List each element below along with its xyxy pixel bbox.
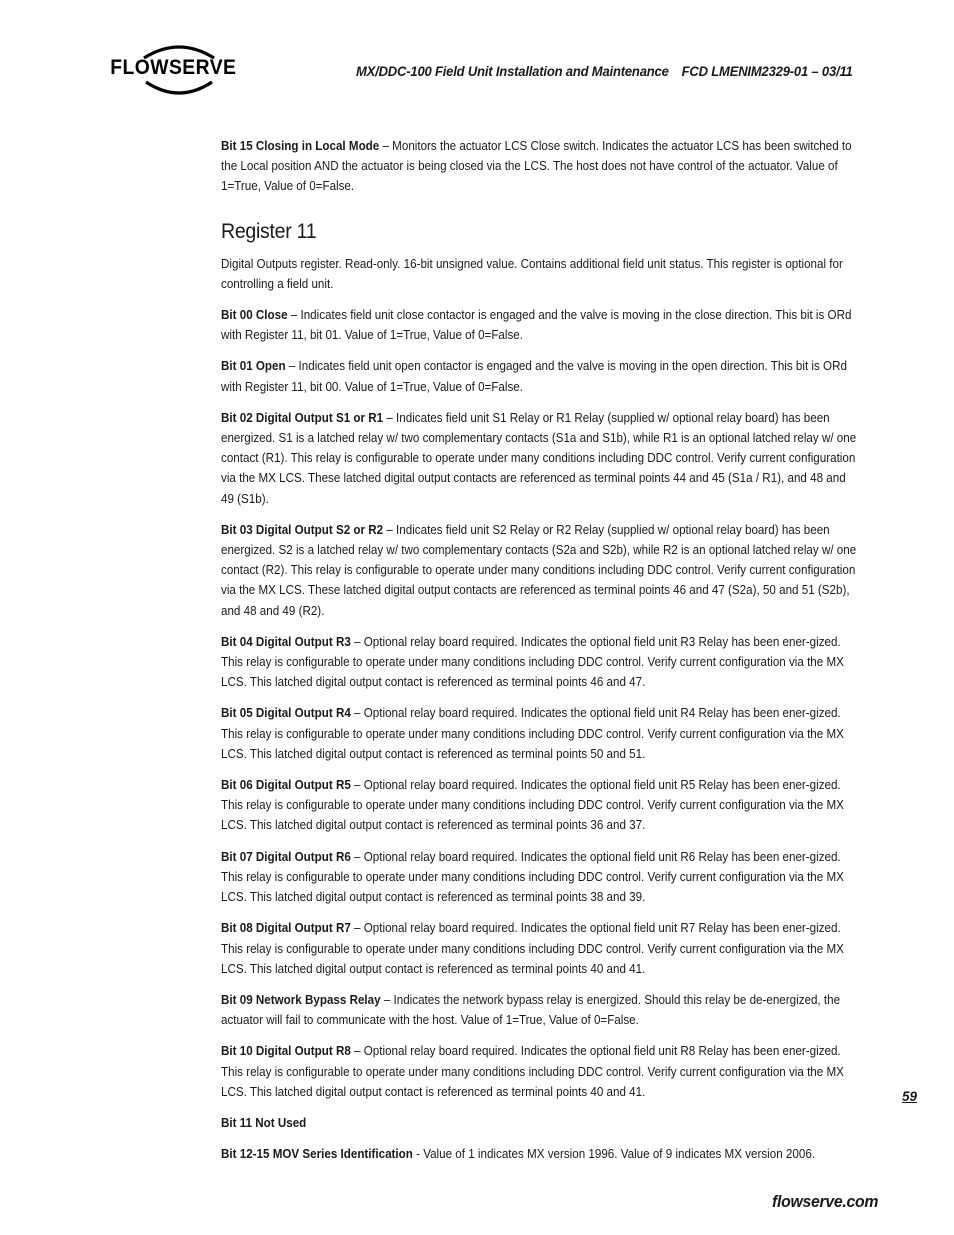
bit-description: – Indicates field unit S1 Relay or R1 Relay (supplied w/ optional relay board) has been energized. S1 is a latched relay w/ two complementary contacts (S1a and S1b), while R1 is an optional latched relay w/ one contact (R1). This relay is configurable to operate under many conditions including DDC control. Verify current configuration via the MX LCS. These latched digital output contacts are referenced as terminal points 44 and 45 (S1a / R1), and 48 and 49 (S1b). [221,410,857,506]
intro-text: – Monitors the actuator LCS Close switch. Indicates the actuator LCS has been switched to the Local position AND the actuator is being closed via the LCS. The host does not have control of the actuator. Value of 1=True, Value of 0=False. [221,139,852,194]
footer-website: flowserve.com [772,1192,879,1211]
bit-definition [221,356,861,396]
bit-term: Bit 08 Digital Output R7 [221,921,351,936]
bit-definition [221,775,861,836]
bit-definition [221,990,861,1030]
bit-term: Bit 06 Digital Output R5 [221,778,351,793]
bit-description: – Indicates the network bypass relay is energized. Should this relay be de-energized, the actuator will fail to communicate with the host. Value of 1=True, Value of 0=False. [221,992,841,1028]
bit-term: Bit 02 Digital Output S1 or R1 [221,410,384,425]
bit-definitions-list [221,305,861,1164]
bit-description: – Indicates field unit open contactor is engaged and the valve is moving in the open direction. This bit is ORd with Register 11, bit 00. Value of 1=True, Value of 0=False. [221,359,847,394]
flowserve-logo [108,42,250,96]
bit-definition [221,1144,861,1164]
bit-description: – Optional relay board required. Indicates the optional field unit R5 Relay has been ener-gized. This relay is configurable to operate under many conditions including DDC control. Verify current configuration via the MX LCS. This latched digital output contact is referenced as terminal points 36 and 37. [221,778,844,833]
bit-term: Bit 00 Close [221,308,288,323]
bit-description: - Value of 1 indicates MX version 1996. Value of 9 indicates MX version 2006. [412,1147,816,1162]
bit-description: – Indicates field unit close contactor is engaged and the valve is moving in the close direction. This bit is ORd with Register 11, bit 01. Value of 1=True, Value of 0=False. [221,308,852,343]
intro-paragraph [221,136,861,197]
doc-code: FCD LMENIM2329-01 – 03/11 [681,63,853,79]
bit-definition [221,632,861,693]
intro-term: Bit 15 Closing in Local Mode [221,139,380,153]
bit-term: Bit 01 Open [221,359,286,374]
bit-description: – Optional relay board required. Indicates the optional field unit R4 Relay has been ener-gized. This relay is configurable to operate under many conditions including DDC control. Verify current configuration via the MX LCS. This latched digital output contact is referenced as terminal points 50 and 51. [221,706,844,761]
bit-description: – Optional relay board required. Indicates the optional field unit R6 Relay has been ener-gized. This relay is configurable to operate under many conditions including DDC control. Verify current configuration via the MX LCS. This latched digital output contact is referenced as terminal points 38 and 39. [221,849,844,905]
page-number: 59 [902,1089,918,1104]
bit-definition [221,703,861,764]
bit-definition [221,918,861,979]
bit-term: Bit 12-15 MOV Series Identification [221,1147,413,1162]
bit-term: Bit 03 Digital Output S2 or R2 [221,522,384,537]
bit-definition [221,408,861,509]
bit-definition [221,1113,861,1133]
bit-term: Bit 05 Digital Output R4 [221,706,351,721]
bit-term: Bit 11 Not Used [221,1115,307,1130]
bit-term: Bit 10 Digital Output R8 [221,1044,351,1059]
bit-description: – Optional relay board required. Indicates the optional field unit R3 Relay has been ener-gized. This relay is configurable to operate under many conditions including DDC control. Verify current configuration via the MX LCS. This latched digital output contact is referenced as terminal points 46 and 47. [221,634,844,690]
bit-description: – Indicates field unit S2 Relay or R2 Relay (supplied w/ optional relay board) has been energized. S2 is a latched relay w/ two complementary contacts (S2a and S2b), while R2 is an optional latched relay w/ one contact (R2). This relay is configurable to operate under many conditions including DDC control. Verify current configuration via the MX LCS. These latched digital output contacts are referenced as terminal points 46 and 47 (S2a), 50 and 51 (S2b), and 48 and 49 (R2). [221,522,857,618]
bit-term: Bit 09 Network Bypass Relay [221,992,381,1007]
section-heading: Register 11 [221,219,317,243]
bit-description: – Optional relay board required. Indicates the optional field unit R7 Relay has been ener-gized. This relay is configurable to operate under many conditions including DDC control. Verify current configuration via the MX LCS. This latched digital output contact is referenced as terminal points 40 and 41. [221,921,844,976]
bit-definition [221,520,861,621]
bit-term: Bit 07 Digital Output R6 [221,849,351,864]
document-header [356,63,858,79]
bit-term: Bit 04 Digital Output R3 [221,634,351,649]
bit-description: – Optional relay board required. Indicates the optional field unit R8 Relay has been ener-gized. This relay is configurable to operate under many conditions including DDC control. Verify current configuration via the MX LCS. This latched digital output contact is referenced as terminal points 40 and 41. [221,1044,844,1099]
bit-definition [221,305,861,345]
page-content [221,136,861,1175]
doc-title: MX/DDC-100 Field Unit Installation and Maintenance [356,63,669,79]
bit-definition [221,1041,861,1102]
logo-wordmark: FLOWSERVE [110,56,237,79]
bit-definition [221,847,861,908]
section-description: Digital Outputs register. Read-only. 16-bit unsigned value. Contains additional field unit status. This register is optional for controlling a field unit. [221,256,843,291]
